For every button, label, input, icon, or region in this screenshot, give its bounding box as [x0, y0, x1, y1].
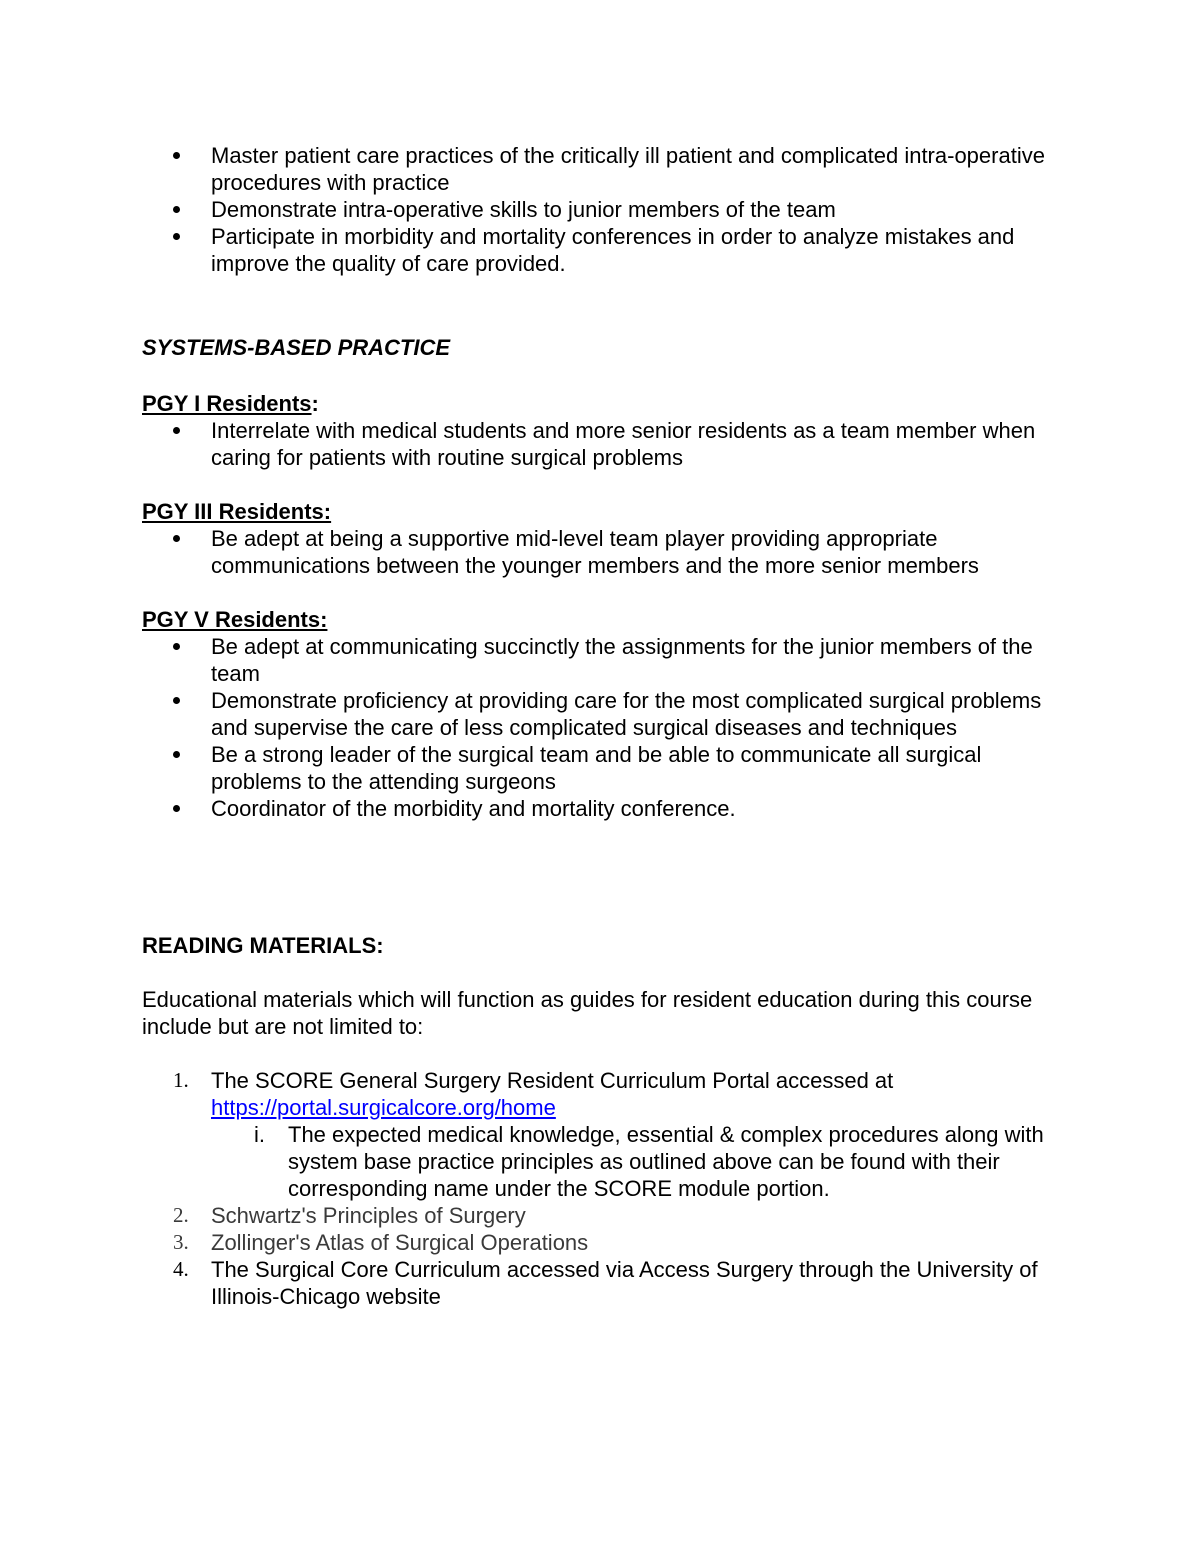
list-item: 3. Zollinger's Atlas of Surgical Operations: [173, 1230, 589, 1255]
reading-materials-heading: READING MATERIALS:: [142, 933, 384, 958]
bullet-icon: [173, 535, 180, 542]
reading-materials-intro: Educational materials which will function as guides for resident education during this course include but are not limited to:: [142, 987, 1033, 1039]
bullet-icon: [173, 751, 180, 758]
score-portal-link[interactable]: https://portal.surgicalcore.org/home: [211, 1095, 556, 1120]
bullet-icon: [173, 206, 180, 213]
pgy5-bullet-list: [142, 633, 1062, 822]
bullet-icon: [173, 152, 180, 159]
list-item: 2. Schwartz's Principles of Surgery: [173, 1203, 526, 1228]
list-item: Demonstrate intra-operative skills to junior members of the team: [142, 196, 1062, 223]
document-page: [142, 142, 1062, 1310]
bullet-icon: [173, 233, 180, 240]
list-item: Demonstrate proficiency at providing care for the most complicated surgical problems and supervise the care of less complicated surgical diseases and techniques: [142, 687, 1062, 741]
reading-materials-list: [142, 1067, 1062, 1310]
list-item: Be adept at being a supportive mid-level team player providing appropriate communications between the younger members and the more senior members: [142, 525, 1062, 579]
list-item: 1. The SCORE General Surgery Resident Curriculum Portal accessed at https://portal.surgicalcore.org/home i. The expected medical knowledge, essential & complex procedures along with system base practice principles as outlined above can be found with their corresponding name under the SCORE module portion.: [142, 1067, 1062, 1202]
intro-bullet-list: [142, 142, 1062, 277]
bullet-icon: [173, 643, 180, 650]
list-item: Be adept at communicating succinctly the assignments for the junior members of the team: [142, 633, 1062, 687]
bullet-icon: [173, 805, 180, 812]
list-item: Coordinator of the morbidity and mortality conference.: [142, 795, 1062, 822]
bullet-icon: [173, 697, 180, 704]
pgy1-heading: PGY I Residents:: [142, 391, 319, 416]
pgy5-heading: PGY V Residents:: [142, 607, 328, 632]
list-item: Interrelate with medical students and more senior residents as a team member when caring for patients with routine surgical problems: [142, 417, 1062, 471]
systems-based-practice-heading: SYSTEMS-BASED PRACTICE: [142, 335, 451, 360]
pgy1-bullet-list: [142, 417, 1062, 471]
list-item: Be a strong leader of the surgical team and be able to communicate all surgical problems to the attending surgeons: [142, 741, 1062, 795]
pgy3-heading: PGY III Residents:: [142, 499, 332, 524]
list-item: 4. The Surgical Core Curriculum accessed via Access Surgery through the University of Illinois-Chicago website: [173, 1257, 1038, 1309]
sub-list-item: i. The expected medical knowledge, essential & complex procedures along with system base practice principles as outlined above can be found with their corresponding name under the SCORE module portion.: [254, 1122, 1044, 1201]
list-item: Master patient care practices of the critically ill patient and complicated intra-operative procedures with practice: [142, 142, 1062, 196]
pgy3-bullet-list: [142, 525, 1062, 579]
list-item: Participate in morbidity and mortality conferences in order to analyze mistakes and improve the quality of care provided.: [142, 223, 1062, 277]
bullet-icon: [173, 427, 180, 434]
